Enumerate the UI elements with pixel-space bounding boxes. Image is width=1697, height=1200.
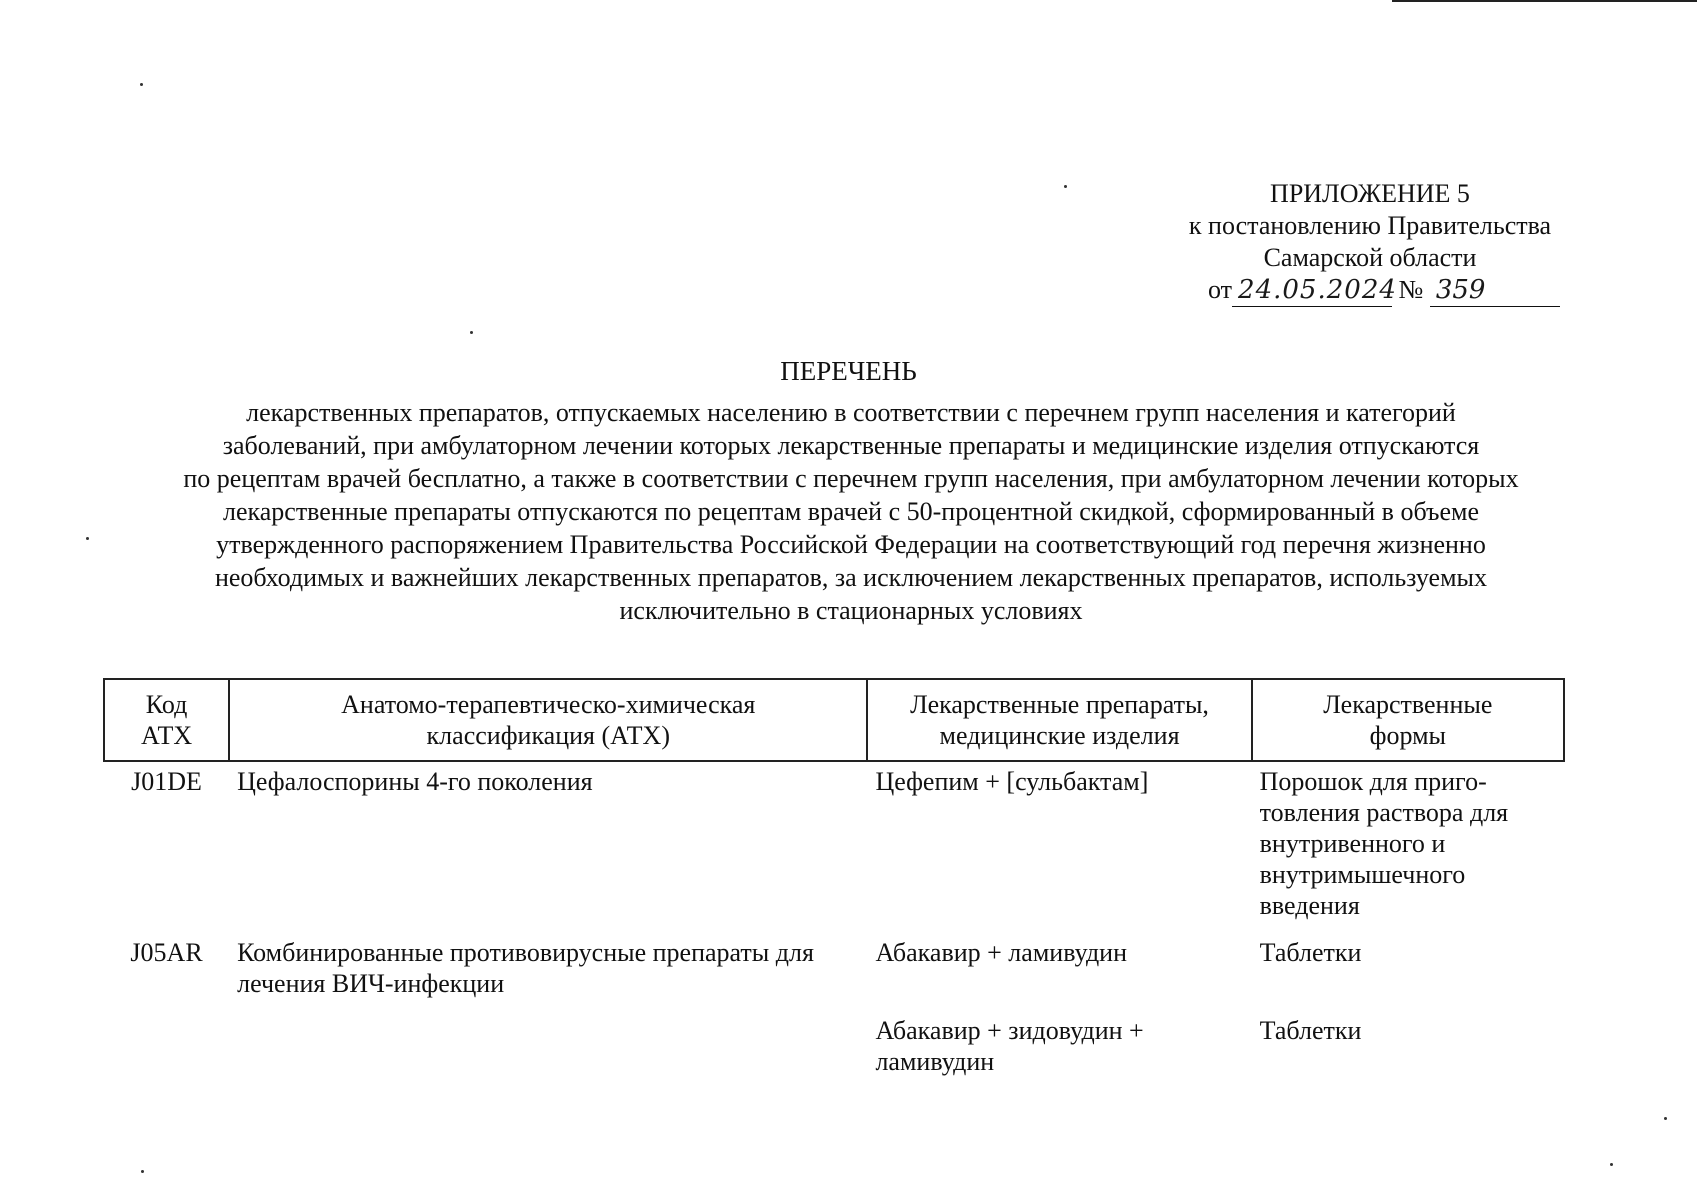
- cell-line: лечения ВИЧ-инфекции: [237, 969, 505, 998]
- cell-code: [104, 1011, 229, 1089]
- header-classification-line: классификация (АТХ): [426, 721, 670, 750]
- cell-line: ламивудин: [875, 1047, 995, 1076]
- top-edge-line: [1392, 0, 1697, 2]
- cell-line: Порошок для приго-: [1259, 767, 1487, 796]
- header-code-line: АТХ: [140, 721, 193, 750]
- scan-speck: [1664, 1117, 1667, 1120]
- cell-line: Абакавир + ламивудин: [875, 938, 1127, 967]
- subtitle-line: лекарственных препаратов, отпускаемых населению в соответствии с перечнем групп населения и категорий: [246, 398, 1456, 427]
- header-forms-line: формы: [1369, 721, 1446, 750]
- document-subtitle: [118, 396, 1584, 627]
- header-code: [104, 679, 229, 761]
- scan-speck: [140, 83, 143, 86]
- scan-speck: [141, 1170, 144, 1173]
- appendix-block: [1150, 178, 1590, 307]
- cell-line: Таблетки: [1259, 1016, 1362, 1045]
- cell-line: Абакавир + зидовудин +: [875, 1016, 1144, 1045]
- cell-line: Цефепим + [сульбактам]: [875, 767, 1149, 796]
- cell-line: внутримышечного: [1259, 860, 1466, 889]
- scan-speck: [86, 537, 89, 540]
- cell-line: Таблетки: [1259, 938, 1362, 967]
- document-title: ПЕРЕЧЕНЬ: [780, 356, 917, 386]
- appendix-line-2: Самарской области: [1263, 243, 1477, 272]
- cell-drug: [867, 933, 1251, 1011]
- header-forms-line: Лекарственные: [1323, 690, 1493, 719]
- subtitle-line: по рецептам врачей бесплатно, а также в соответствии с перечнем групп населения, при амбулаторном лечении которых: [183, 464, 1519, 493]
- handwritten-date: 24.05.2024: [1232, 274, 1392, 307]
- table-row: [104, 761, 1564, 933]
- appendix-title: ПРИЛОЖЕНИЕ 5: [1270, 179, 1470, 208]
- header-drugs: [867, 679, 1251, 761]
- cell-line: внутривенного и: [1259, 829, 1446, 858]
- subtitle-line: заболеваний, при амбулаторном лечении которых лекарственные препараты и медицинские изделия отпускаются: [222, 431, 1480, 460]
- cell-code: J05AR: [130, 938, 203, 967]
- table-row: [104, 1011, 1564, 1089]
- appendix-date-line: [1150, 274, 1590, 307]
- cell-code: J01DE: [131, 767, 202, 796]
- cell-form: [1252, 933, 1564, 1011]
- header-forms: [1252, 679, 1564, 761]
- scan-speck: [1610, 1163, 1613, 1166]
- header-classification: [229, 679, 867, 761]
- cell-classification: [229, 933, 867, 1011]
- subtitle-line: необходимых и важнейших лекарственных препаратов, за исключением лекарственных препаратов, используемых: [214, 563, 1488, 592]
- handwritten-number: 359: [1430, 274, 1560, 307]
- date-prefix: от: [1208, 275, 1233, 304]
- drug-table: [103, 678, 1565, 1089]
- cell-classification: [229, 1011, 867, 1089]
- cell-line: товления раствора для: [1259, 798, 1509, 827]
- cell-line: Цефалоспорины 4-го поколения: [237, 767, 593, 796]
- table-header-row: [104, 679, 1564, 761]
- cell-drug: [867, 761, 1251, 933]
- scan-speck: [1064, 185, 1067, 188]
- cell-classification: [229, 761, 867, 933]
- header-classification-line: Анатомо-терапевтическо-химическая: [341, 690, 756, 719]
- subtitle-line: исключительно в стационарных условиях: [619, 596, 1083, 625]
- table-row: [104, 933, 1564, 1011]
- header-code-line: Код: [145, 690, 188, 719]
- cell-line: Комбинированные противовирусные препараты для: [237, 938, 814, 967]
- header-drugs-line: Лекарственные препараты,: [910, 690, 1209, 719]
- cell-line: введения: [1259, 891, 1360, 920]
- appendix-line-1: к постановлению Правительства: [1188, 211, 1552, 240]
- cell-drug: [867, 1011, 1251, 1089]
- subtitle-line: лекарственные препараты отпускаются по рецептам врачей с 50-процентной скидкой, сформированный в объеме: [222, 497, 1480, 526]
- scan-speck: [470, 331, 473, 334]
- header-drugs-line: медицинские изделия: [939, 721, 1180, 750]
- cell-form: [1252, 1011, 1564, 1089]
- number-prefix: №: [1398, 275, 1424, 304]
- cell-form: [1252, 761, 1564, 933]
- subtitle-line: утвержденного распоряжением Правительства Российской Федерации на соответствующий год перечня жизненно: [216, 530, 1486, 559]
